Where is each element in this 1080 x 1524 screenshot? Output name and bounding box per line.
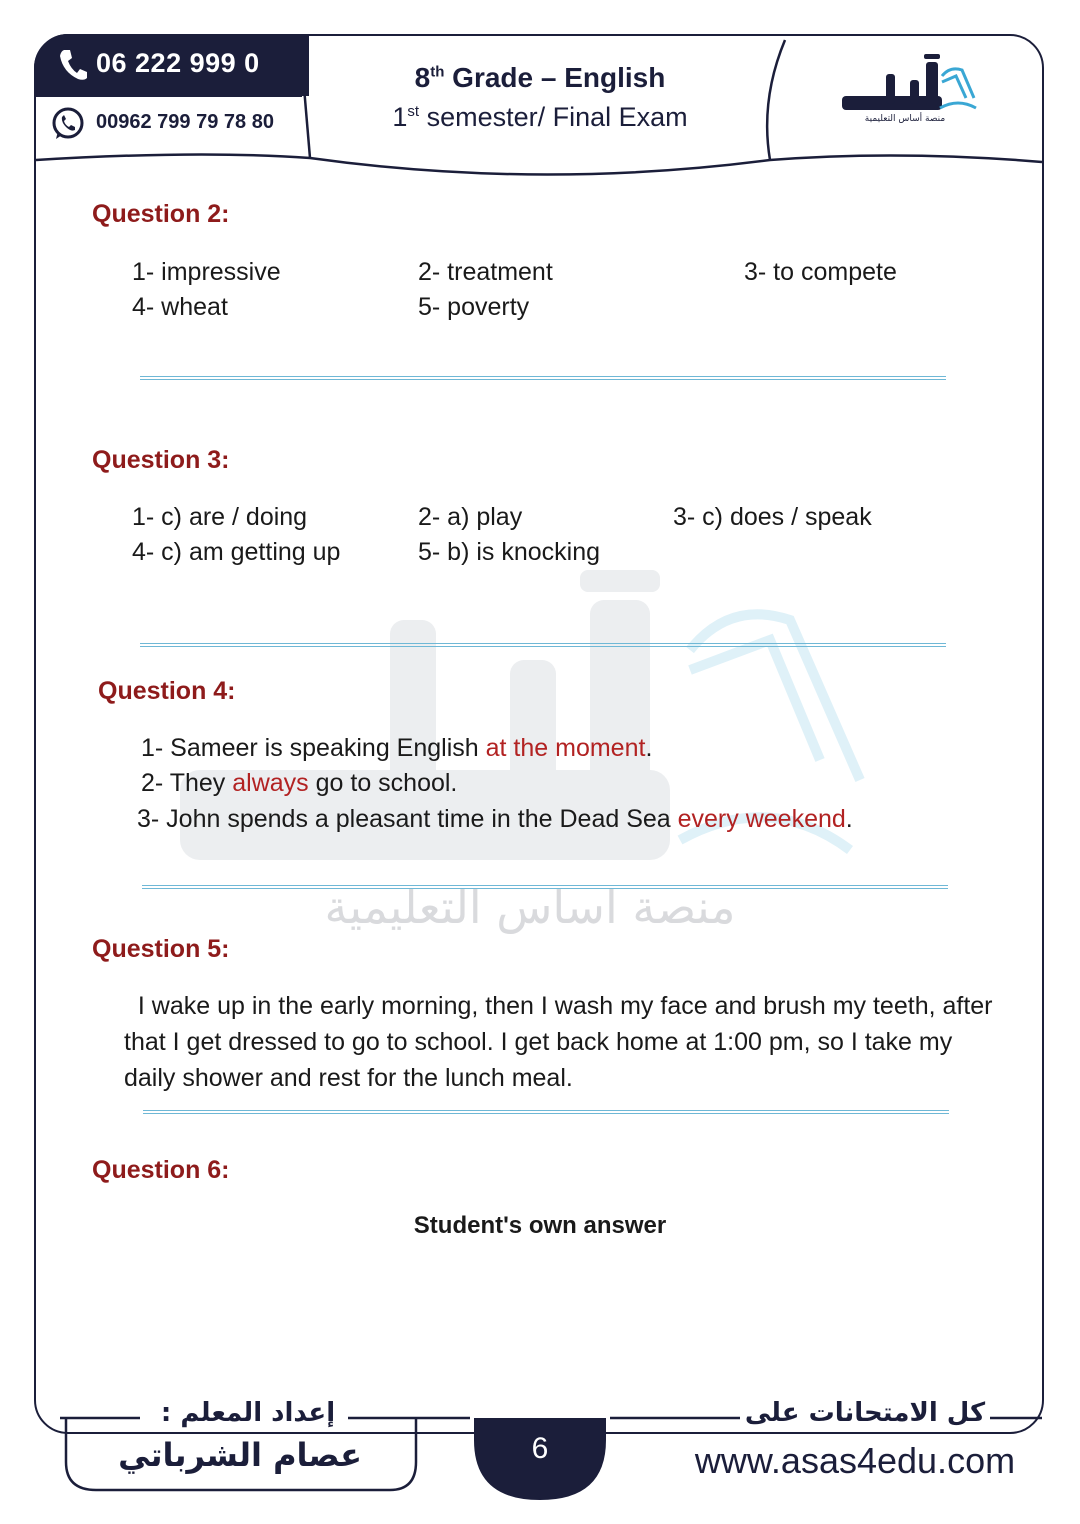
q3-answer-4: 4- c) am getting up: [132, 538, 341, 566]
q3-answer-1: 1- c) are / doing: [132, 503, 308, 531]
q2-answer-1: 1- impressive: [132, 258, 281, 286]
whatsapp-number[interactable]: 00962 799 79 78 80: [96, 111, 274, 133]
q4-sentence-3: 3- John spends a pleasant time in the Dead Sea every weekend.: [137, 805, 853, 833]
q4-sentence-2: 2- They always go to school.: [141, 769, 458, 797]
q2-answer-4: 4- wheat: [132, 293, 228, 321]
q6-answer: Student's own answer: [413, 1212, 667, 1239]
teacher-label: إعداد المعلم :: [148, 1398, 348, 1428]
semester-title: 1st semester/ Final Exam: [392, 102, 688, 132]
question-6-title: Question 6:: [92, 1156, 230, 1184]
question-4-title: Question 4:: [98, 677, 236, 705]
q4-sentence-1: 1- Sameer is speaking English at the moment.: [141, 734, 653, 762]
question-2-title: Question 2:: [92, 200, 230, 228]
q3-answer-5: 5- b) is knocking: [418, 538, 601, 566]
phone-number[interactable]: 06 222 999 0: [96, 48, 260, 78]
q5-paragraph: I wake up in the early morning, then I wash my face and brush my teeth, after that I get dressed to go to school. I get back home at 1:00 pm, so I take my daily shower and rest for the lunch meal.: [124, 992, 993, 1092]
question-5-title: Question 5:: [92, 935, 230, 963]
teacher-name: عصام الشرباتي: [118, 1436, 362, 1474]
logo-subtitle: منصة أساس التعليمية: [864, 114, 946, 124]
q2-answer-3: 3- to compete: [744, 258, 897, 286]
website-link[interactable]: www.asas4edu.com: [694, 1440, 1016, 1481]
q2-answer-5: 5- poverty: [418, 293, 530, 321]
watermark-text: منصة اساس التعليمية: [324, 880, 736, 934]
q3-answer-2: 2- a) play: [418, 503, 523, 531]
page-number: 6: [531, 1432, 549, 1465]
q3-answer-3: 3- c) does / speak: [673, 503, 872, 531]
q2-answer-2: 2- treatment: [418, 258, 553, 286]
grade-title: 8th Grade – English: [414, 62, 666, 93]
exams-text: كل الامتحانات على: [740, 1398, 990, 1428]
question-3-title: Question 3:: [92, 446, 230, 474]
